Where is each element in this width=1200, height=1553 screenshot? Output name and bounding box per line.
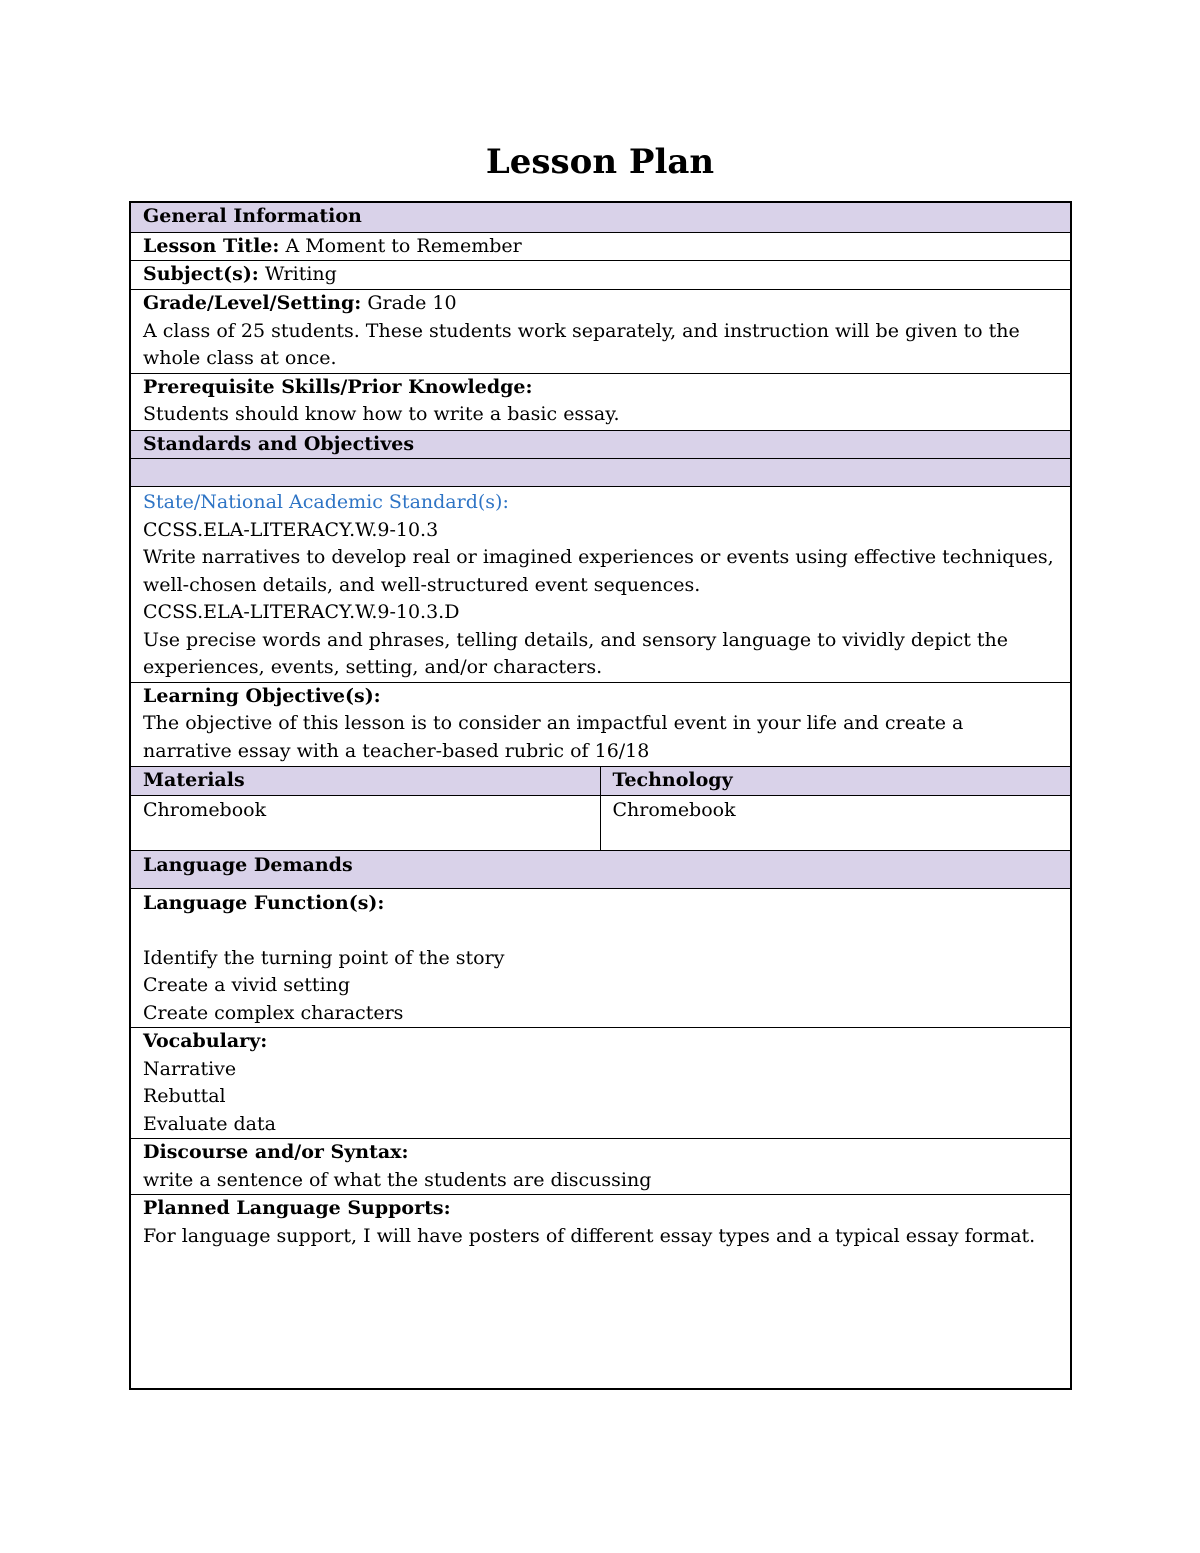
standard-code-1: CCSS.ELA-LITERACY.W.9-10.3 [143,518,439,541]
discourse-cell [130,1139,1071,1195]
learning-objective-label: Learning Objective(s): [143,684,381,707]
materials-header: Materials [130,766,600,795]
section-header-general-information: General Information [130,202,1071,232]
lesson-title-label: Lesson Title: [143,234,280,257]
section-header-standards-objectives: Standards and Objectives [130,430,1071,459]
vocabulary-label: Vocabulary: [143,1030,268,1052]
vocabulary-item: Evaluate data [143,1112,276,1135]
subject-cell [130,261,1071,290]
language-supports-label: Planned Language Supports: [143,1197,451,1219]
prerequisite-cell [130,373,1071,430]
language-function-cell [130,888,1071,1028]
section-header-language-demands: Language Demands [130,850,1071,888]
discourse-label: Discourse and/or Syntax: [143,1141,409,1163]
standard-text-2: Use precise words and phrases, telling details, and sensory language to vividly depict the experiences, events, setting, and/or characters. [143,628,1009,678]
page-title: Lesson Plan [485,142,715,182]
vocabulary-cell [130,1028,1071,1139]
language-supports-cell [130,1195,1071,1389]
technology-header: Technology [600,766,1071,795]
prerequisite-label: Prerequisite Skills/Prior Knowledge: [143,375,533,398]
grade-label: Grade/Level/Setting: [143,292,362,314]
grade-value: Grade 10 [361,292,457,314]
grade-cell [130,290,1071,374]
materials-value: Chromebook [130,795,600,850]
language-function-label: Language Function(s): [143,891,385,914]
standards-cell [130,487,1071,683]
empty-shaded-row [130,459,1071,487]
grade-description: A class of 25 students. These students work separately, and instruction will be given to the whole class at once. [143,319,1020,369]
lesson-title-cell [130,232,1071,261]
lesson-title-value: A Moment to Remember [279,234,522,257]
subject-label: Subject(s): [143,263,259,285]
discourse-value: write a sentence of what the students are discussing [143,1168,652,1191]
prerequisite-value: Students should know how to write a basic essay. [143,403,620,425]
vocabulary-item: Rebuttal [143,1085,226,1107]
language-function-item: Create a vivid setting [143,974,351,996]
standard-text-1: Write narratives to develop real or imagined experiences or events using effective techniques, well-chosen details, and well-structured event sequences. [143,546,1054,596]
language-supports-value: For language support, I will have posters of different essay types and a typical essay format. [143,1224,1036,1247]
language-function-item: Create complex characters [143,1001,404,1024]
lesson-plan-table [129,201,1072,1390]
standards-label: State/National Academic Standard(s): [143,491,509,513]
standard-code-2: CCSS.ELA-LITERACY.W.9-10.3.D [143,601,460,623]
learning-objective-value: The objective of this lesson is to consider an impactful event in your life and create a narrative essay with a teacher-based rubric of 16/18 [143,712,964,762]
language-function-item: Identify the turning point of the story [143,946,505,969]
vocabulary-item: Narrative [143,1057,237,1080]
technology-value: Chromebook [600,795,1071,850]
learning-objective-cell [130,682,1071,766]
subject-value: Writing [258,263,337,285]
